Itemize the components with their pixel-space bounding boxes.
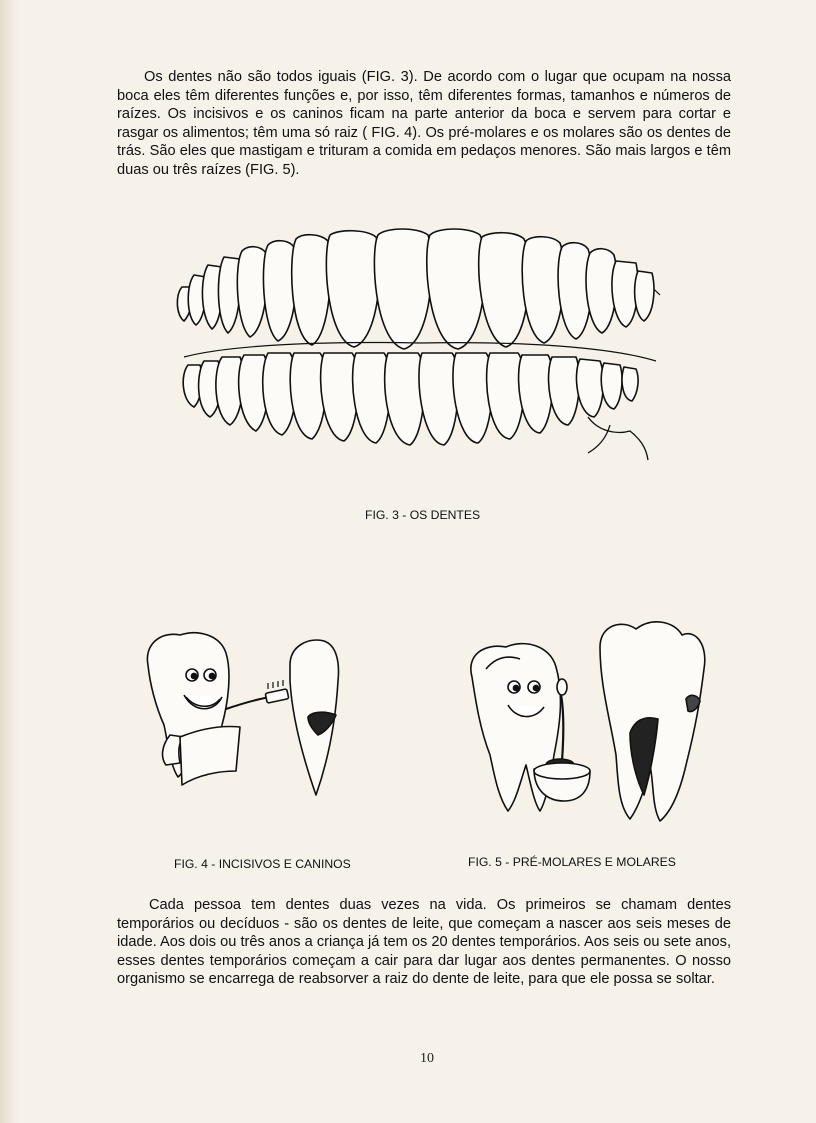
page-number: 10 [420,1051,434,1066]
body-paragraph: Cada pessoa tem dentes duas vezes na vida. Os primeiros se chamam dentes temporários ou decíduos - são os dentes de leite, que começam a nascer aos seis meses de idade. Aos dois ou três anos a criança já tem os 20 dentes temporários. Aos seis ou sete anos, esses dentes temporários começam a cair para dar lugar aos dentes permanentes. O nosso organismo se encarrega de reabsorver a raiz do dente de leite, para que ele possa se soltar. [117,897,731,988]
figure-4-caption: FIG. 4 - INCISIVOS E CANINOS [174,857,351,871]
figure-4-incisor-canine-drawing [140,625,370,800]
figure-5-premolar-molar-drawing [460,615,710,825]
page-edge-shadow [0,0,18,1123]
figure-3-caption: FIG. 3 - OS DENTES [365,508,481,522]
figure-5-caption: FIG. 5 - PRÉ-MOLARES E MOLARES [468,855,676,869]
figure-3-teeth-arches [170,225,670,460]
intro-paragraph: Os dentes não são todos iguais (FIG. 3). De acordo com o lugar que ocupam na nossa boca eles têm diferentes funções e, por isso, têm diferentes formas, tamanhos e números de raízes. Os incisivos e os caninos ficam na parte anterior da boca e servem para cortar e rasgar os alimentos; têm uma só raiz ( FIG. 4). Os pré-molares e os molares são os dentes de trás. São eles que mastigam e trituram a comida em pedaços menores. São mais largos e têm duas ou três raízes (FIG. 5). [117,69,731,178]
